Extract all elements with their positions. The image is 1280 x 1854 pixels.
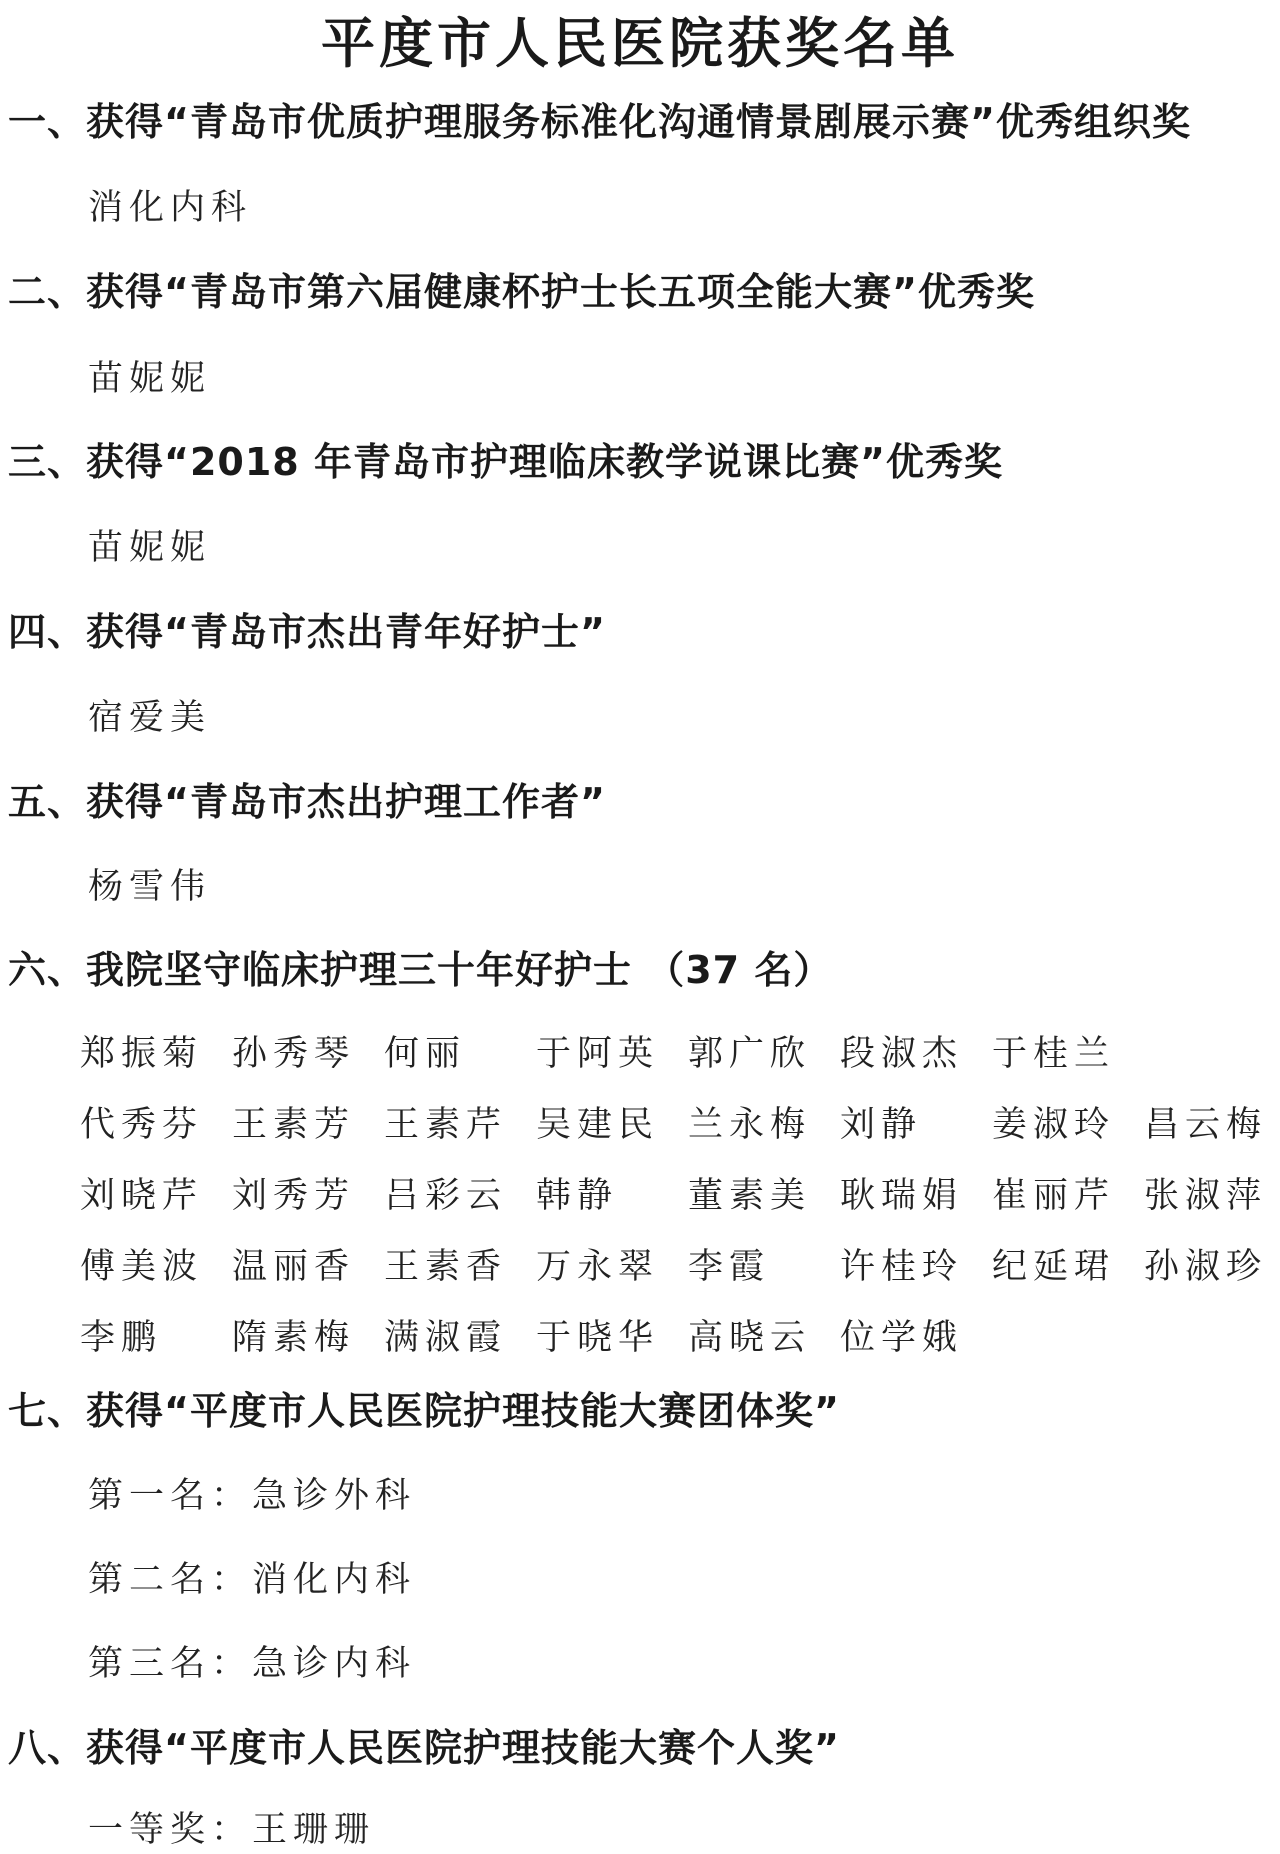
section-8-item: 一等奖：王珊珊 <box>88 1810 376 1850</box>
nurse-name: 纪延珺 <box>992 1247 1116 1287</box>
name-row <box>80 1101 1280 1172</box>
nurse-name: 姜淑玲 <box>992 1105 1116 1145</box>
nurse-name: 李鹏 <box>80 1318 163 1358</box>
nurse-name: 郭广欣 <box>688 1034 812 1074</box>
nurse-name: 段淑杰 <box>840 1034 964 1074</box>
nurse-name: 孙秀琴 <box>232 1034 356 1074</box>
section-1-heading: 一、获得“青岛市优质护理服务标准化沟通情景剧展示赛”优秀组织奖 <box>8 100 1191 144</box>
nurse-name: 吕彩云 <box>384 1176 508 1216</box>
nurse-name: 何丽 <box>384 1034 467 1074</box>
nurse-name: 王素芹 <box>384 1105 508 1145</box>
nurse-name: 代秀芬 <box>80 1105 204 1145</box>
nurse-name: 温丽香 <box>232 1247 356 1287</box>
nurse-name: 兰永梅 <box>688 1105 812 1145</box>
section-7-heading: 七、获得“平度市人民医院护理技能大赛团体奖” <box>8 1389 840 1433</box>
nurse-name: 吴建民 <box>536 1105 660 1145</box>
nurse-name: 于桂兰 <box>992 1034 1116 1074</box>
nurse-name: 刘秀芳 <box>232 1176 356 1216</box>
section-2-heading: 二、获得“青岛市第六届健康杯护士长五项全能大赛”优秀奖 <box>8 270 1035 314</box>
nurse-name: 万永翠 <box>536 1247 660 1287</box>
nurse-name: 位学娥 <box>840 1318 964 1358</box>
nurse-name-grid <box>80 1030 1280 1385</box>
section-3-heading: 三、获得“2018 年青岛市护理临床教学说课比赛”优秀奖 <box>8 440 1003 484</box>
name-row <box>80 1172 1280 1243</box>
name-row <box>80 1243 1280 1314</box>
nurse-name: 隋素梅 <box>232 1318 356 1358</box>
section-7-item: 第二名：消化内科 <box>88 1560 417 1600</box>
name-row <box>80 1314 1280 1385</box>
section-4-heading: 四、获得“青岛市杰出青年好护士” <box>8 610 606 654</box>
section-4-item: 宿爱美 <box>88 698 212 738</box>
nurse-name: 孙淑珍 <box>1144 1247 1268 1287</box>
section-1-item: 消化内科 <box>88 188 253 228</box>
nurse-name: 韩静 <box>536 1176 619 1216</box>
document-title: 平度市人民医院获奖名单 <box>321 12 959 75</box>
nurse-name: 崔丽芹 <box>992 1176 1116 1216</box>
section-7-item: 第一名：急诊外科 <box>88 1476 417 1516</box>
nurse-name: 王素香 <box>384 1247 508 1287</box>
nurse-name: 刘静 <box>840 1105 923 1145</box>
nurse-name: 王素芳 <box>232 1105 356 1145</box>
nurse-name: 傅美波 <box>80 1247 204 1287</box>
nurse-name: 刘晓芹 <box>80 1176 204 1216</box>
nurse-name: 于晓华 <box>536 1318 660 1358</box>
nurse-name: 董素美 <box>688 1176 812 1216</box>
nurse-name: 张淑萍 <box>1144 1176 1268 1216</box>
nurse-name: 高晓云 <box>688 1318 812 1358</box>
section-5-item: 杨雪伟 <box>88 867 212 907</box>
nurse-name: 许桂玲 <box>840 1247 964 1287</box>
nurse-name: 满淑霞 <box>384 1318 508 1358</box>
section-5-heading: 五、获得“青岛市杰出护理工作者” <box>8 780 606 824</box>
section-2-item: 苗妮妮 <box>88 359 212 399</box>
nurse-name: 耿瑞娟 <box>840 1176 964 1216</box>
section-6-heading: 六、我院坚守临床护理三十年好护士 （37 名） <box>8 948 833 992</box>
nurse-name: 李霞 <box>688 1247 771 1287</box>
section-3-item: 苗妮妮 <box>88 528 212 568</box>
nurse-name: 昌云梅 <box>1144 1105 1268 1145</box>
nurse-name: 郑振菊 <box>80 1034 204 1074</box>
name-row <box>80 1030 1280 1101</box>
nurse-name: 于阿英 <box>536 1034 660 1074</box>
section-8-heading: 八、获得“平度市人民医院护理技能大赛个人奖” <box>8 1726 840 1770</box>
section-7-item: 第三名：急诊内科 <box>88 1644 417 1684</box>
